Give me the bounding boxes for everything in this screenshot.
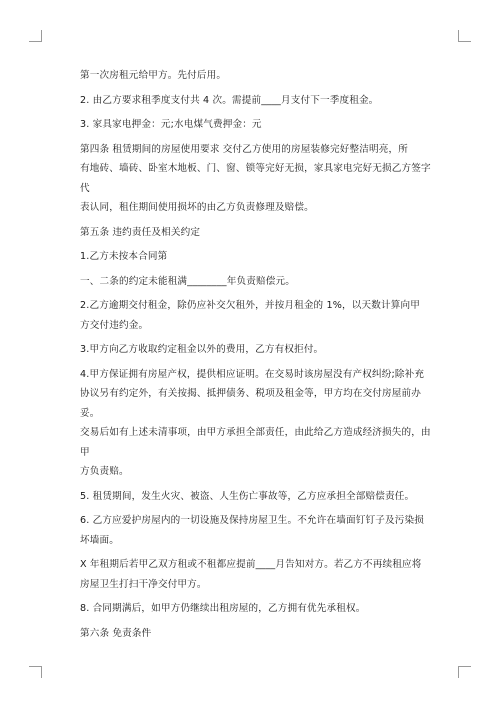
- crop-mark-top-left-v: [41, 30, 42, 42]
- paragraph-clause-1-cont: [80, 272, 440, 292]
- text-line: 表认同，租住期间使用损坏的由乙方负责修理及赔偿。: [80, 202, 314, 213]
- document-body: [80, 66, 440, 648]
- text-line: 方交付违约金。: [80, 319, 149, 331]
- crop-mark-bottom-right-h: [459, 666, 471, 667]
- text-line: 8. 合同期满后，如甲方仍继续出租房屋的，乙方拥有优先承租权。: [80, 603, 366, 614]
- paragraph-clause-1: [80, 247, 440, 267]
- heading-article-5: [80, 223, 440, 243]
- text-line: 协议另有约定外，有关按揭、抵押债务、税项及租金等，甲方均在交付房屋前办妥。: [80, 388, 422, 419]
- text-line: 坏墙面。: [80, 534, 119, 546]
- paragraph-quarterly-payment: [80, 91, 440, 111]
- paragraph-article-4: [80, 140, 440, 218]
- text-line: 3.甲方向乙方收取约定租金以外的费用，乙方有权拒付。: [80, 344, 324, 355]
- text-line: 5. 租赁期间，发生火灾、被盗、人生伤亡事故等，乙方应承担全部赔偿责任。: [80, 490, 415, 502]
- paragraph-clause-7: [80, 555, 440, 594]
- text-line: 交易后如有上述未清事项，由甲方承担全部责任，由此给乙方造成经济损失的，由甲: [80, 427, 431, 458]
- crop-mark-bottom-left-h: [29, 666, 41, 667]
- text-line: 第四条 租赁期间的房屋使用要求 交付乙方使用的房屋装修完好整洁明亮，所: [80, 143, 408, 155]
- text-line: 一、二条的约定未能租满________年负责赔偿元。: [80, 275, 295, 287]
- paragraph-clause-8: [80, 599, 440, 619]
- paragraph-deposit: [80, 115, 440, 135]
- text-line: X 年租期后若甲乙双方租或不租都应提前____月告知对方。若乙方不再续租应将: [80, 559, 422, 570]
- text-line: 2. 由乙方要求租季度支付共 4 次。需提前____月支付下一季度租金。: [80, 94, 379, 106]
- text-line: 1.乙方未按本合同第: [80, 251, 168, 262]
- crop-mark-top-left-h: [29, 41, 41, 42]
- crop-mark-top-right-h: [459, 41, 471, 42]
- crop-mark-bottom-right-v: [458, 666, 459, 678]
- text-line: 第五条 违约责任及相关约定: [80, 226, 201, 238]
- text-line: 房屋卫生打扫干净交付甲方。: [80, 578, 207, 590]
- paragraph-clause-6: [80, 511, 440, 550]
- paragraph-clause-4: [80, 365, 440, 482]
- text-line: 6. 乙方应爱护房屋内的一切设施及保持房屋卫生。不允许在墙面钉钉子及污染损: [80, 515, 424, 526]
- text-line: 第六条 免责条件: [80, 627, 152, 639]
- text-line: 3. 家具家电押金：元;水电煤气费押金：元: [80, 119, 262, 130]
- heading-article-6: [80, 624, 440, 644]
- paragraph-clause-3: [80, 340, 440, 360]
- paragraph-clause-2: [80, 296, 440, 335]
- text-line: 2.乙方逾期交付租金，除仍应补交欠租外，并按月租金的 1%，以天数计算向甲: [80, 300, 420, 311]
- crop-mark-bottom-left-v: [41, 666, 42, 678]
- text-line: 方负责赔。: [80, 466, 129, 477]
- paragraph-first-rent: [80, 66, 440, 86]
- text-line: 4.甲方保证拥有房屋产权，提供相应证明。在交易时该房屋没有产权纠纷;除补充: [80, 368, 425, 380]
- paragraph-clause-5: [80, 487, 440, 507]
- text-line: 有地砖、墙砖、卧室木地板、门、窗、锁等完好无损，家具家电完好无损乙方签字代: [80, 163, 431, 194]
- text-line: 第一次房租元给甲方。先付后用。: [80, 70, 227, 81]
